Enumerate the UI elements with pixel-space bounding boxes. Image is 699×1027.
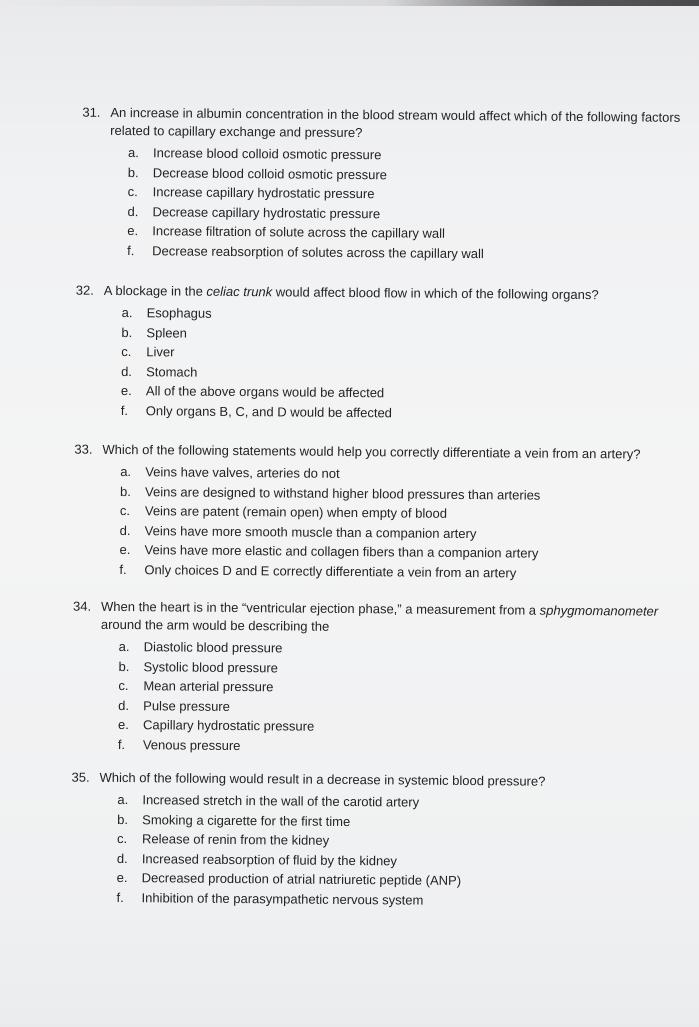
question-34 <box>72 598 683 759</box>
option-letter: b. <box>118 658 130 674</box>
option-text: Release of renin from the kidney <box>141 831 330 848</box>
option-text: All of the above organs would be affected <box>145 383 385 401</box>
option-letter: e. <box>116 869 128 886</box>
question-33 <box>73 441 684 584</box>
question-number: 32. <box>75 282 94 298</box>
question-number: 31. <box>82 104 101 120</box>
options-list <box>73 462 684 584</box>
option-letter: d. <box>116 850 128 866</box>
stem-before: A blockage in the <box>103 282 207 299</box>
option-f <box>116 887 680 911</box>
question-31 <box>81 104 692 265</box>
option-text: Stomach <box>146 363 198 380</box>
option-f <box>121 400 685 424</box>
option-letter: c. <box>118 677 129 694</box>
question-stem <box>76 282 686 305</box>
option-text: Veins have more smooth muscle than a companion artery <box>144 522 477 541</box>
option-letter: f. <box>117 736 126 752</box>
question-text <box>104 282 686 305</box>
question-number: 35. <box>71 769 90 785</box>
option-f <box>127 241 691 265</box>
question-stem <box>82 104 692 145</box>
option-text: Veins have more elastic and collagen fibers than a companion artery <box>144 542 539 561</box>
option-letter: e. <box>127 223 139 239</box>
stem-before: When the heart is in the “ventricular ejection phase,” a measurement from a <box>100 598 540 618</box>
option-text: Systolic blood pressure <box>143 658 279 675</box>
option-text: Only organs B, C, and D would be affected <box>145 402 393 420</box>
question-text <box>101 598 683 639</box>
option-letter: a. <box>121 305 133 321</box>
option-letter: a. <box>117 791 129 808</box>
option-text: Decreased production of atrial natriuretic peptide (ANP) <box>141 870 462 888</box>
option-text: Mean arterial pressure <box>143 678 274 695</box>
option-text: Spleen <box>146 324 188 341</box>
option-text: Increased stretch in the wall of the carotid artery <box>142 792 420 810</box>
option-text: Veins are designed to withstand higher blood pressures than arteries <box>145 483 541 503</box>
option-letter: c. <box>119 502 131 519</box>
question-32 <box>75 282 686 425</box>
question-text: Which of the following would result in a decrease in systemic blood pressure? <box>99 769 546 789</box>
question-text: An increase in albumin concentration in the blood stream would affect which of the following factors related to capillary exchange and pressure? <box>110 104 681 141</box>
stem-emphasis: celiac trunk <box>206 283 273 300</box>
question-stem <box>74 441 684 464</box>
option-letter: d. <box>118 697 130 713</box>
option-text: Inhibition of the parasympathetic nervous system <box>141 889 424 908</box>
option-letter: a. <box>127 145 139 161</box>
option-letter: a. <box>118 638 130 655</box>
option-text: Esophagus <box>146 305 212 321</box>
option-letter: c. <box>127 184 138 200</box>
option-text: Smoking a cigarette for the first time <box>142 811 351 829</box>
option-text: Venous pressure <box>142 736 241 753</box>
option-text: Increase filtration of solute across the capillary wall <box>152 223 446 241</box>
stem-emphasis: sphygmomanometer <box>539 602 659 619</box>
option-text: Increased reabsorption of fluid by the kidney <box>141 850 398 868</box>
option-text: Veins have valves, arteries do not <box>145 464 340 481</box>
option-text: Diastolic blood pressure <box>143 639 283 656</box>
option-text: Decrease capillary hydrostatic pressure <box>152 203 381 221</box>
question-number: 33. <box>74 441 93 457</box>
option-f <box>119 559 683 583</box>
option-letter: b. <box>117 811 129 827</box>
option-letter: f. <box>116 889 124 905</box>
option-letter: d. <box>127 203 139 219</box>
option-letter: b. <box>120 483 131 499</box>
stem-after: would affect blood flow in which of the following organs? <box>272 284 599 303</box>
question-text: Which of the following statements would help you correctly differentiate a vein from an artery? <box>102 441 641 462</box>
option-text: Capillary hydrostatic pressure <box>142 717 315 734</box>
option-letter: b. <box>127 164 139 180</box>
option-letter: e. <box>117 716 129 733</box>
options-list <box>75 303 686 425</box>
option-letter: f. <box>120 402 129 418</box>
option-letter: e. <box>119 541 131 558</box>
option-letter: b. <box>121 324 133 340</box>
option-text: Veins are patent (remain open) when empty of blood <box>144 503 448 521</box>
option-letter: d. <box>121 363 133 379</box>
option-f <box>118 734 682 758</box>
option-letter: f. <box>127 242 135 258</box>
option-letter: d. <box>119 522 131 538</box>
option-text: Increase capillary hydrostatic pressure <box>152 184 375 202</box>
option-letter: c. <box>121 343 132 360</box>
option-text: Liver <box>146 344 175 360</box>
option-letter: f. <box>119 561 127 577</box>
question-stem <box>71 769 681 792</box>
question-stem <box>73 598 683 639</box>
options-list <box>72 637 683 759</box>
option-text: Increase blood colloid osmotic pressure <box>152 145 382 163</box>
question-number: 34. <box>72 598 92 614</box>
option-letter: c. <box>116 830 128 847</box>
option-letter: e. <box>120 382 132 399</box>
option-text: Decrease reabsorption of solutes across the capillary wall <box>152 242 484 261</box>
options-list <box>70 790 681 912</box>
option-text: Only choices D and E correctly differentiate a vein from an artery <box>144 561 517 580</box>
stem-after: around the arm would be describing the <box>100 616 330 634</box>
option-text: Pulse pressure <box>143 697 230 714</box>
option-text: Decrease blood colloid osmotic pressure <box>152 164 388 182</box>
question-35 <box>70 769 681 912</box>
option-letter: a. <box>120 463 132 480</box>
options-list <box>81 143 692 265</box>
